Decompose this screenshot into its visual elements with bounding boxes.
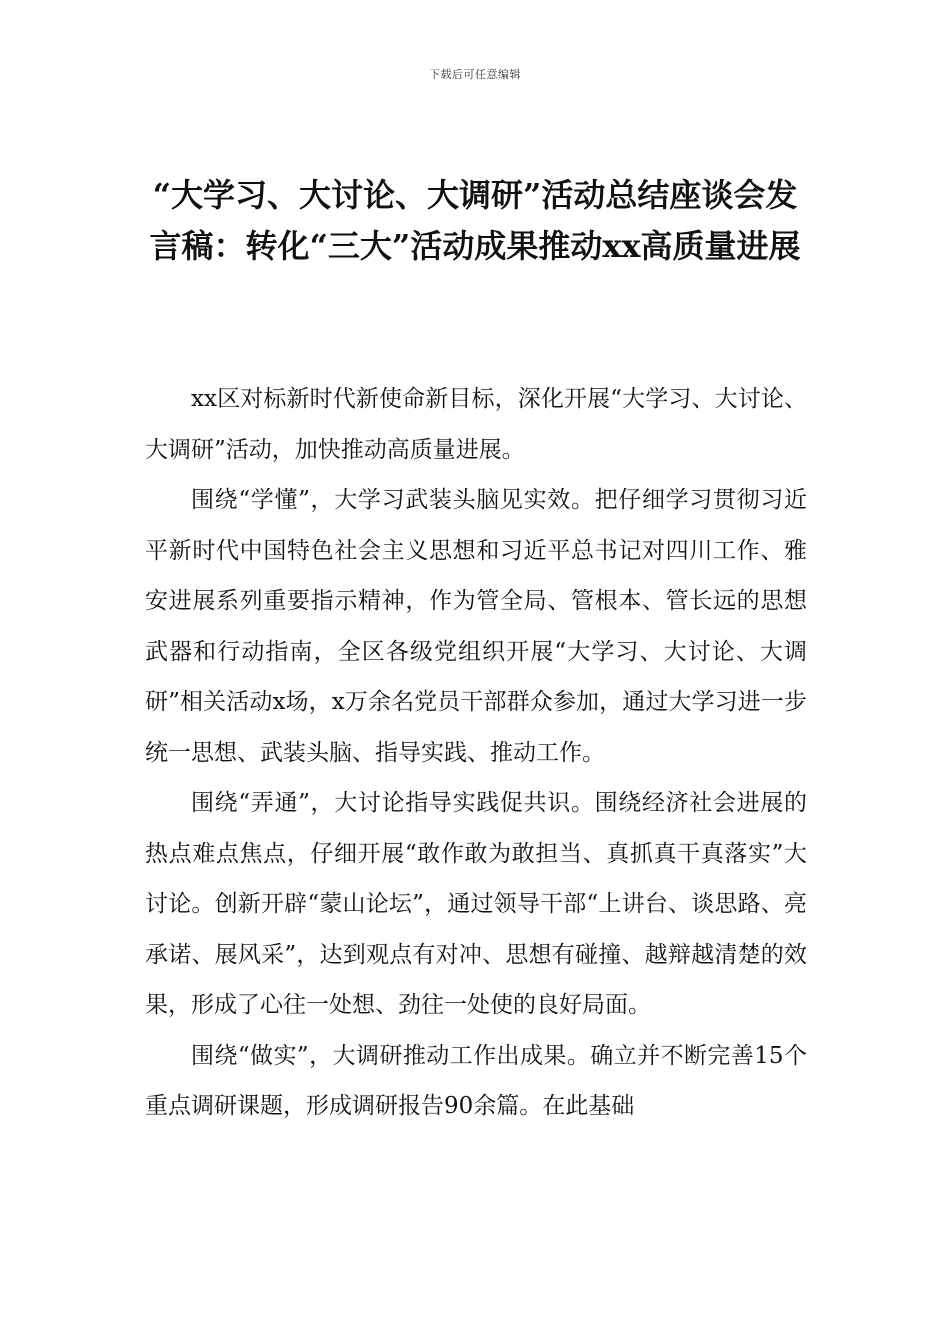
paragraph: 围绕“学懂”，大学习武装头脑见实效。把仔细学习贯彻习近平新时代中国特色社会主义思想和习近平总书记对四川工作、雅安进展系列重要指示精神，作为管全局、管根本、管长远的思想武器和行动指南，全区各级党组织开展“大学习、大讨论、大调研”相关活动x场，x万余名党员干部群众参加，通过大学习进一步统一思想、武装头脑、指导实践、推动工作。 (145, 487, 807, 766)
document-title: “大学习、大讨论、大调研”活动总结座谈会发言稿：转化“三大”活动成果推动xx高质量进展 (149, 176, 801, 265)
paragraph: 围绕“做实”，大调研推动工作出成果。确立并不断完善15个重点调研课题，形成调研报告90余篇。在此基础 (145, 1042, 807, 1119)
header-note: 下载后可任意编辑 (429, 68, 521, 81)
paragraph: 围绕“弄通”，大讨论指导实践促共识。围绕经济社会进展的热点难点焦点，仔细开展“敢作敢为敢担当、真抓真干真落实”大讨论。创新开辟“蒙山论坛”，通过领导干部“上讲台、谈思路、亮承诺、展风采”，达到观点有对冲、思想有碰撞、越辩越清楚的效果，形成了心往一处想、劲往一处使的良好局面。 (145, 790, 807, 1018)
document-body (145, 374, 807, 1132)
paragraph: xx区对标新时代新使命新目标，深化开展“大学习、大讨论、大调研”活动，加快推动高质量进展。 (145, 386, 807, 463)
